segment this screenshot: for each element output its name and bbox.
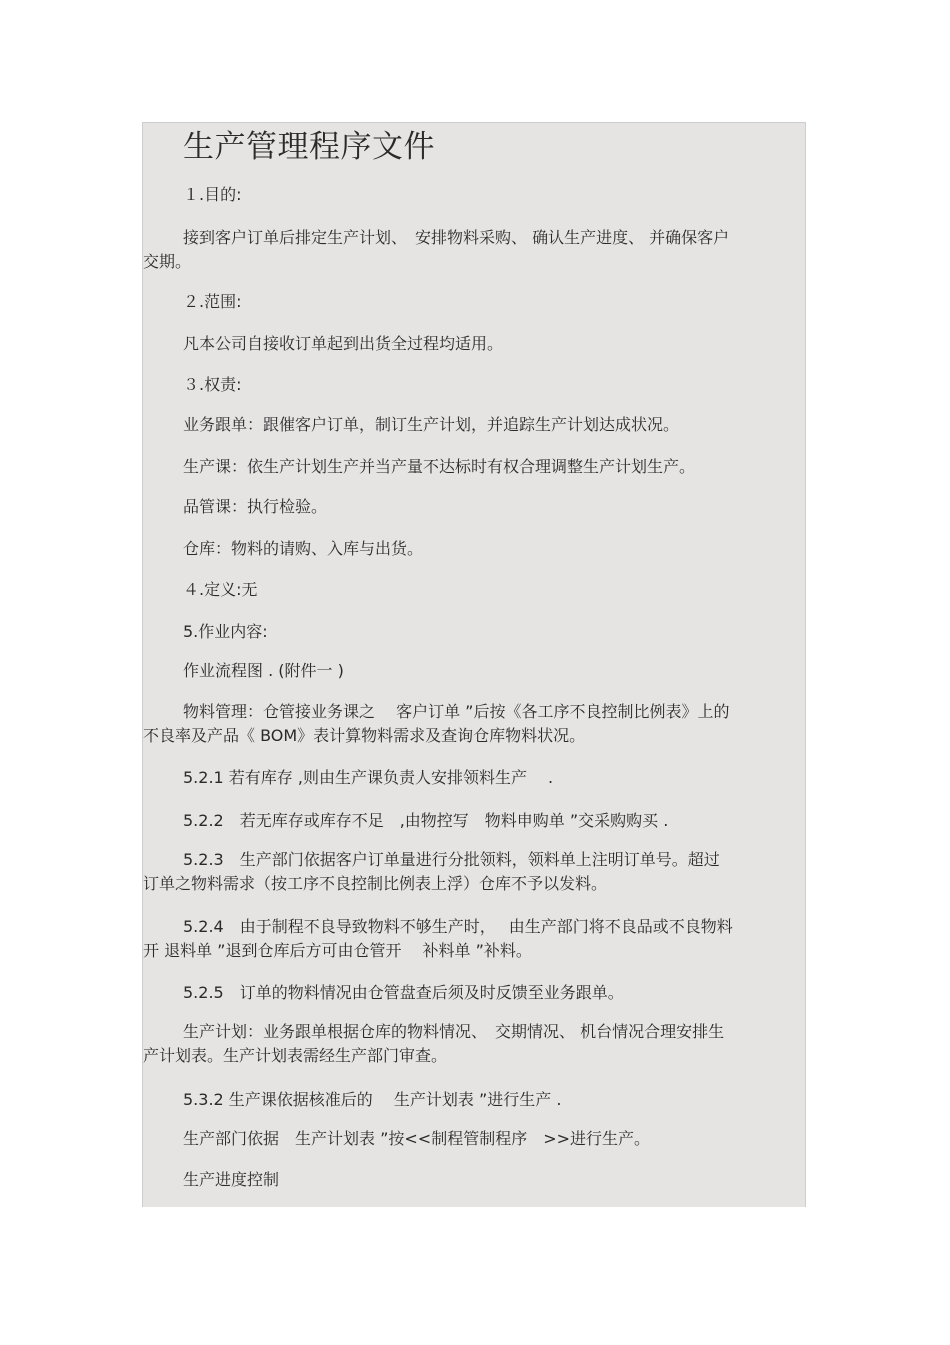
paragraph-operation-heading: 5.作业内容:	[183, 622, 268, 641]
paragraph-responsibility-sales: 业务跟单：跟催客户订单，制订生产计划，并追踪生产计划达成状况。	[183, 415, 680, 434]
paragraph-5-2-3: 5.2.3 生产部门依据客户订单量进行分批领料，领料单上注明订单号。超过 订单之物料需求（按工序不良控制比例表上浮）仓库不予以发料。	[143, 850, 720, 893]
paragraph-scope-heading: ２.范围:	[183, 292, 242, 311]
document-page	[142, 122, 806, 1207]
paragraph-responsibility-production: 生产课：依生产计划生产并当产量不达标时有权合理调整生产计划生产。	[183, 457, 696, 476]
paragraph-purpose: 接到客户订单后排定生产计划、 安排物料采购、 确认生产进度、 并确保客户 交期。	[143, 228, 730, 271]
paragraph-responsibility-warehouse: 仓库：物料的请购、入库与出货。	[183, 539, 424, 558]
paragraph-material-management: 物料管理：仓管接业务课之 客户订单 ”后按《各工序不良控制比例表》上的 不良率及产品《 BOM》表计算物料需求及查询仓库物料状况。	[143, 702, 730, 745]
paragraph-progress-control: 生产进度控制	[183, 1170, 280, 1189]
paragraph-5-2-1: 5.2.1 若有库存 ,则由生产课负责人安排领料生产 .	[183, 768, 554, 787]
paragraph-scope: 凡本公司自接收订单起到出货全过程均适用。	[183, 334, 504, 353]
paragraph-production-department: 生产部门依据 生产计划表 ”按<<制程管制程序 >>进行生产。	[183, 1129, 651, 1148]
paragraph-definition: ４.定义:无	[183, 580, 258, 599]
paragraph-production-plan: 生产计划：业务跟单根据仓库的物料情况、 交期情况、 机台情况合理安排生 产计划表。生产计划表需经生产部门审查。	[143, 1022, 725, 1065]
paragraph-5-3-2: 5.3.2 生产课依据核准后的 生产计划表 ”进行生产 .	[183, 1090, 562, 1109]
paragraph-5-2-5: 5.2.5 订单的物料情况由仓管盘查后须及时反馈至业务跟单。	[183, 983, 624, 1002]
paragraph-responsibility-heading: ３.权责:	[183, 375, 242, 394]
paragraph-purpose-heading: １.目的:	[183, 185, 242, 204]
document-title: 生产管理程序文件	[183, 129, 435, 165]
paragraph-flowchart: 作业流程图 . (附件一 )	[183, 661, 344, 680]
paragraph-5-2-2: 5.2.2 若无库存或库存不足 ,由物控写 物料申购单 ”交采购购买 .	[183, 811, 669, 830]
paragraph-responsibility-qc: 品管课：执行检验。	[183, 497, 328, 516]
paragraph-5-2-4: 5.2.4 由于制程不良导致物料不够生产时， 由生产部门将不良品或不良物料 开 退料单 ”退到仓库后方可由仓管开 补料单 ”补料。	[143, 917, 733, 960]
